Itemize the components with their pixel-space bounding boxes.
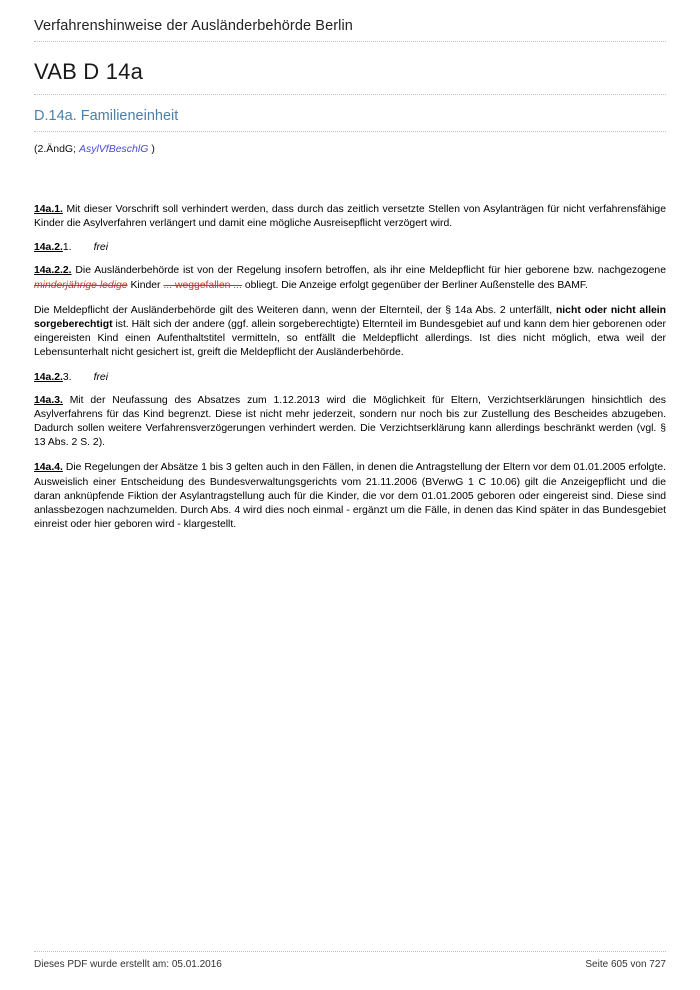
paragraph-text: Die Regelungen der Absätze 1 bis 3 gelten auch in den Fällen, in denen die Antragstellung der Eltern vor dem 01.01.2005 erfolgte. Ausweislich einer Entscheidung des Bundesverwaltungsgerichts vom 21.11.2006 (BVerwG 1 C 10.06) gilt die Anzeigepflicht und die daran anknüpfende Fiktion der Asylantragstellung auch für die Kinder, die vor dem 01.01.2005 geboren oder eingereist sind. Diese sind anlassbezogen nachzumelden. Durch Abs. 4 wird dies noch einmal - ergänzt um die Fälle, in denen das Kind später in das Bundesgebiet einreist oder hier geboren wird - klargestellt.	[34, 462, 666, 531]
paragraph-text-part-3: obliegt. Die Anzeige erfolgt gegenüber der Berliner Außenstelle des BAMF.	[241, 279, 588, 291]
paragraph-text-part-1: Die Meldepflicht der Ausländerbehörde gilt des Weiteren dann, wenn der Elternteil, der § 14a Abs. 2 unterfällt,	[34, 304, 556, 316]
paragraph-number: 14a.3.	[34, 394, 63, 406]
paragraph-14a-3	[34, 394, 666, 451]
paragraph-number: 14a.2.2.	[34, 265, 72, 277]
paragraph-text-part-2: ist. Hält sich der andere (ggf. allein sorgeberechtigte) Elternteil im Bundesgebiet auf und kann dem hier geborenen oder eingereisten Kind einen Aufenthaltstitel vermitteln, so entfällt die Meldepflicht allerdings. Ist dies nicht möglich, etwa weil der Lebensunterhalt nicht gesichert ist, greift die Meldepflicht der Ausländerbehörde.	[34, 319, 666, 359]
meta-prefix: (2.ÄndG;	[34, 143, 79, 155]
struck-text-2: ... weggefallen ...	[163, 279, 242, 291]
paragraph-text: Mit der Neufassung des Absatzes zum 1.12.2013 wird die Möglichkeit für Eltern, Verzichtserklärungen hinsichtlich des Asylverfahrens für das Kind begrenzt. Diese ist nicht mehr jederzeit, sondern nur noch bis zur Zustellung des Bescheides abzugeben. Dadurch sollen weitere Verfahrensverzögerungen verhindert werden. Die Verzichtserklärung kann allerdings beschränkt werden (vgl. § 13 Abs. 2 S. 2).	[34, 394, 666, 449]
law-citation-link[interactable]: AsylVfBeschlG	[78, 143, 149, 155]
struck-text-1: minderjährige ledige	[34, 279, 128, 291]
paragraph-frei-label: frei	[93, 371, 108, 383]
document-meta	[34, 132, 666, 155]
page-footer	[34, 951, 666, 970]
document-header: Verfahrenshinweise der Ausländerbehörde Berlin	[34, 18, 666, 42]
paragraph-text: Mit dieser Vorschrift soll verhindert werden, dass durch das zeitlich versetzte Stellen von Asylanträgen für nicht verfahrensfähige Kinder die Asylverfahren verlängert und damit eine mögliche Ausreisepflicht verzögert wird.	[34, 204, 666, 230]
section-subtitle: D.14a. Familieneinheit	[34, 95, 666, 132]
document-body	[34, 155, 666, 532]
page-title: VAB D 14a	[34, 42, 666, 95]
paragraph-number-suffix: 3.	[62, 371, 72, 383]
paragraph-14a-1	[34, 203, 666, 231]
meta-suffix: )	[148, 143, 155, 155]
paragraph-frei-label: frei	[93, 242, 108, 254]
paragraph-14a-2-1	[34, 242, 666, 253]
paragraph-number: 14a.2.	[34, 242, 63, 254]
paragraph-meldepflicht	[34, 304, 666, 361]
paragraph-14a-2-2	[34, 264, 666, 292]
paragraph-14a-4	[34, 461, 666, 532]
footer-created-date: Dieses PDF wurde erstellt am: 05.01.2016	[34, 959, 222, 970]
paragraph-number-suffix: 1.	[62, 242, 72, 254]
paragraph-text-part-1: Die Ausländerbehörde ist von der Regelung insofern betroffen, als ihr eine Meldepflicht für hier geborene bzw. nachgezogene	[75, 265, 666, 277]
paragraph-number: 14a.4.	[34, 462, 63, 474]
paragraph-number: 14a.2.	[34, 371, 63, 383]
paragraph-14a-2-3	[34, 372, 666, 383]
footer-page-number: Seite 605 von 727	[585, 959, 666, 970]
paragraph-text-part-2: Kinder	[127, 279, 164, 291]
paragraph-number: 14a.1.	[34, 204, 63, 215]
emphasis-text: nicht oder nicht allein sorgeberechtigt	[34, 304, 666, 331]
